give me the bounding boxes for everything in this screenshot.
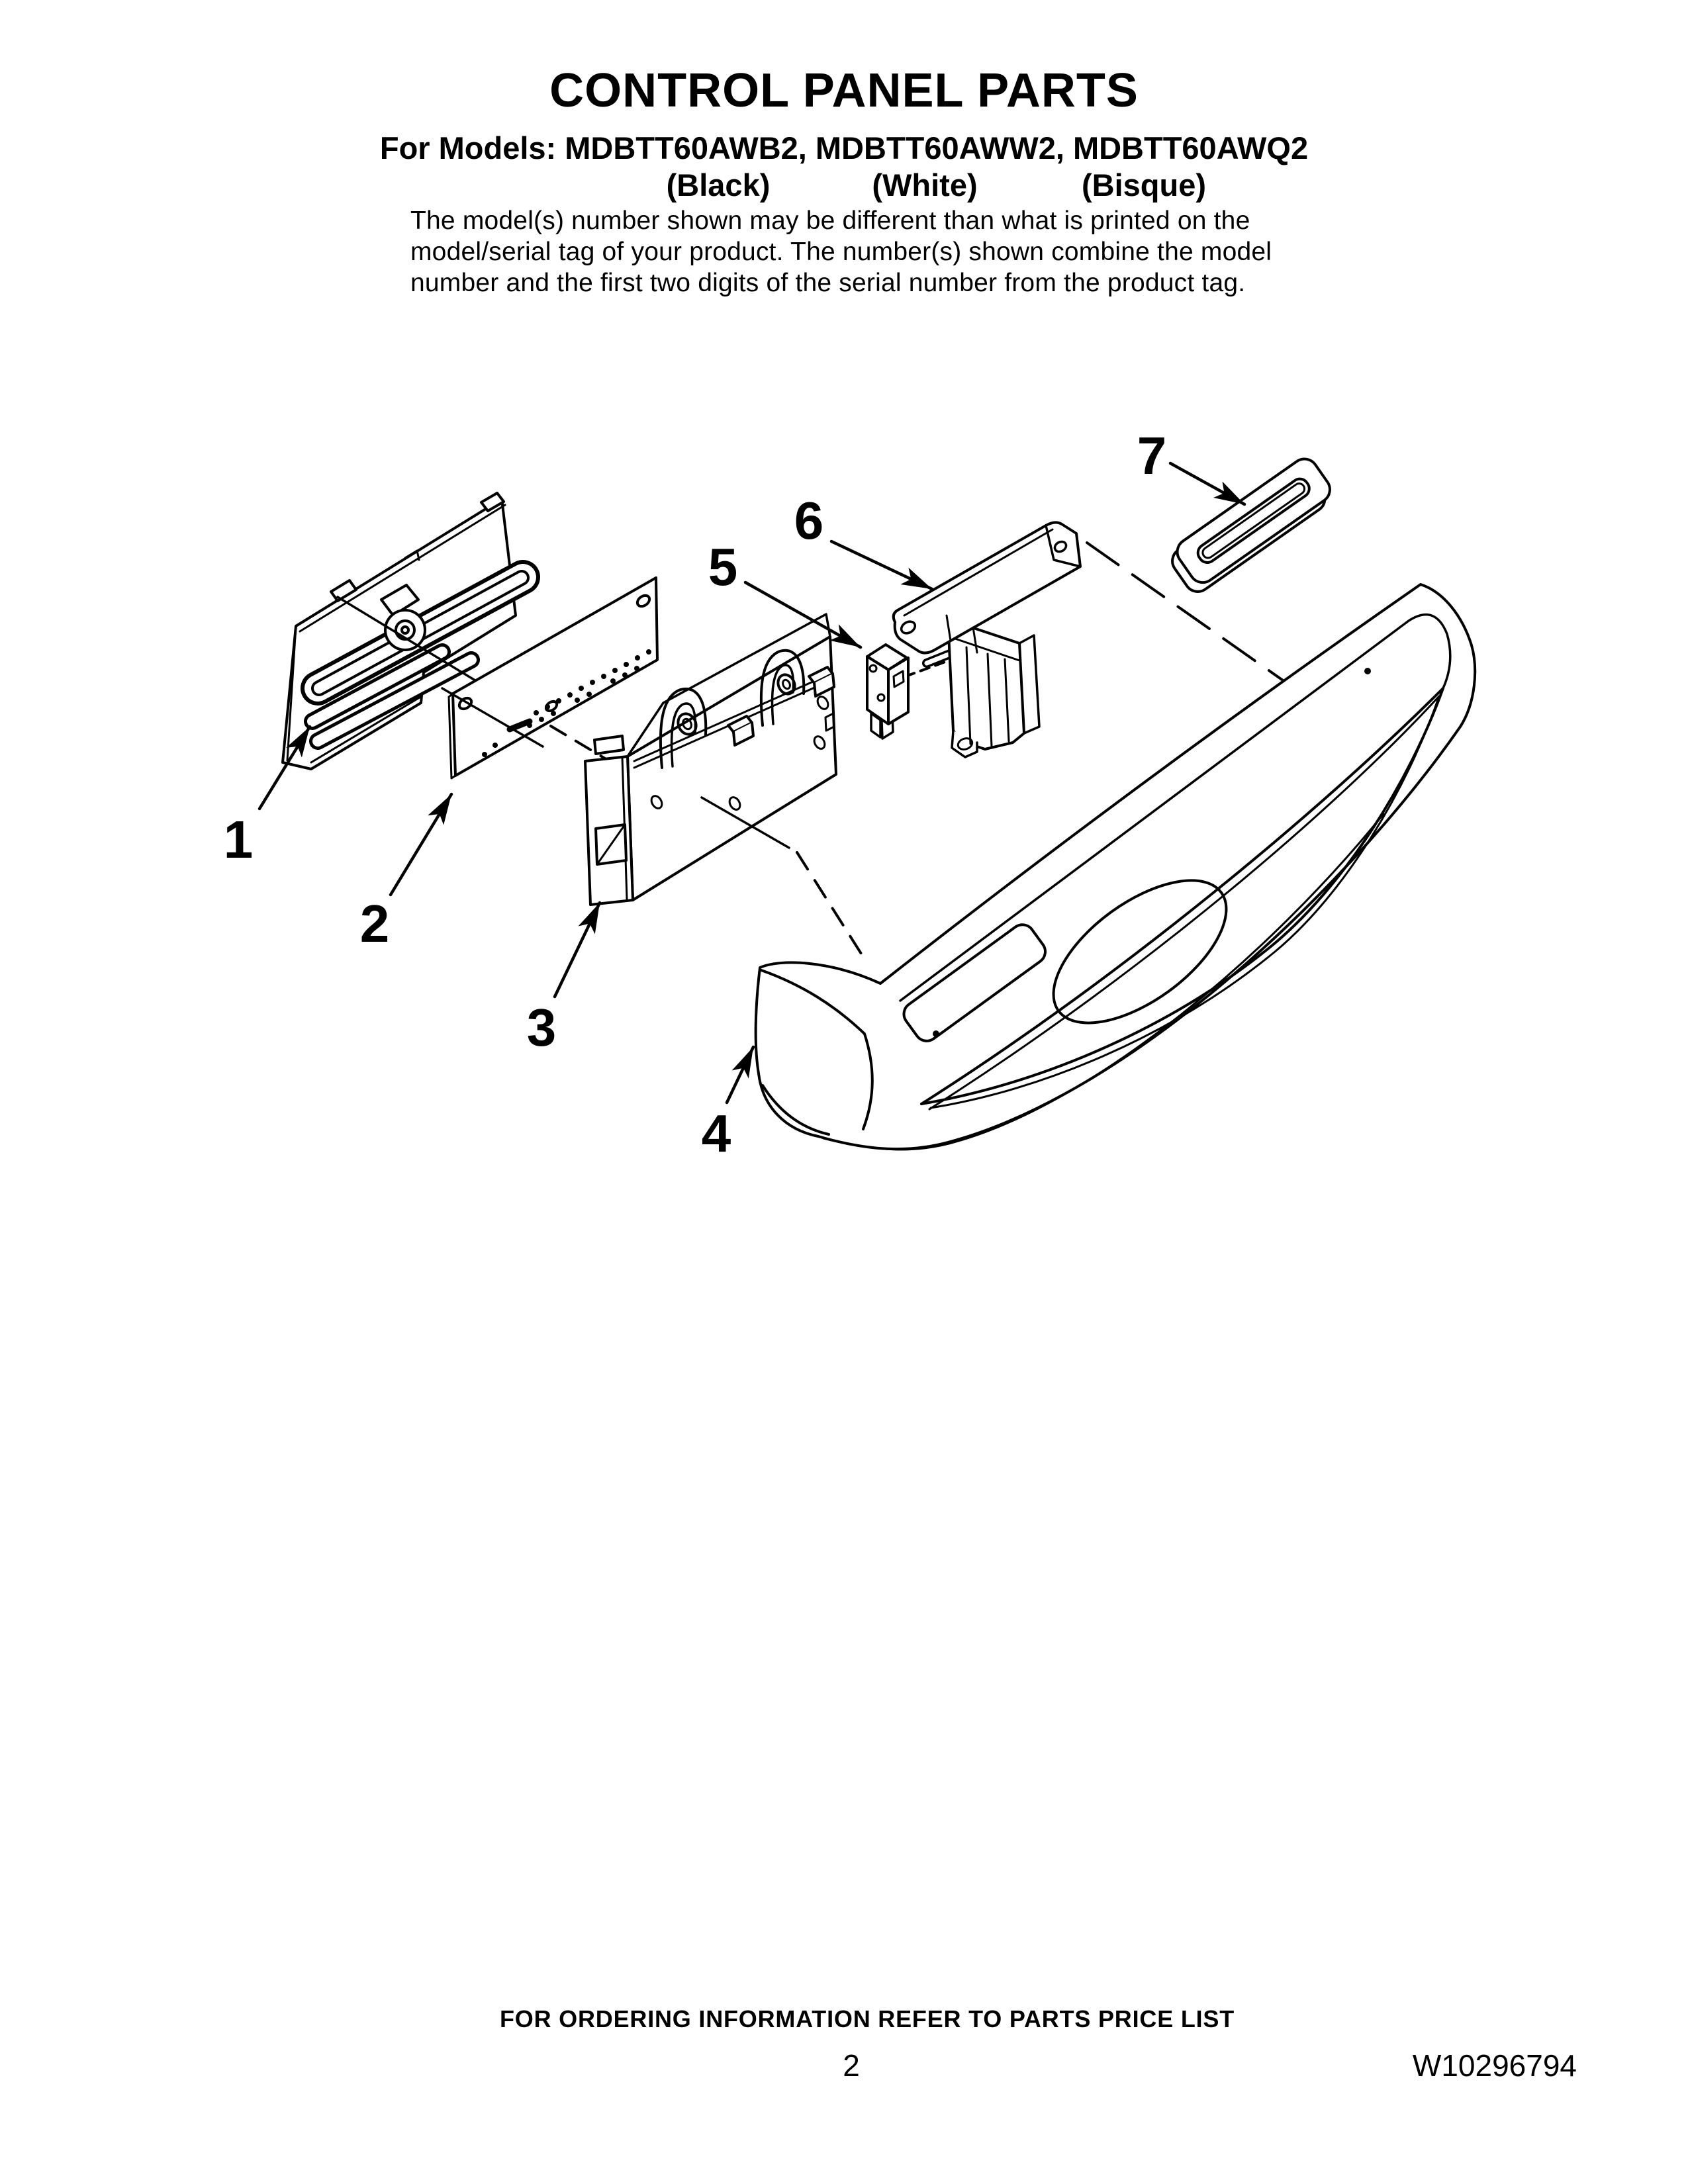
callout-6-number: 6 bbox=[794, 491, 824, 550]
model-note-line-1: The model(s) number shown may be different than what is printed on the bbox=[410, 206, 1250, 235]
model-note-line-3: number and the first two digits of the serial number from the product tag. bbox=[410, 269, 1246, 297]
callout-7 bbox=[1137, 426, 1244, 504]
model-note-line-2: model/serial tag of your product. The number(s) shown combine the model bbox=[410, 238, 1272, 266]
color-label-white: (White) bbox=[872, 167, 978, 203]
callout-5-number: 5 bbox=[708, 537, 738, 596]
callout-4-number: 4 bbox=[701, 1104, 731, 1163]
callout-3-number: 3 bbox=[526, 998, 557, 1057]
callout-3 bbox=[527, 903, 600, 1057]
document-number: W10296794 bbox=[1412, 2048, 1577, 2083]
callout-6 bbox=[794, 491, 932, 589]
color-label-black: (Black) bbox=[666, 167, 771, 203]
callout-7-number: 7 bbox=[1137, 426, 1167, 485]
models-line: For Models: MDBTT60AWB2, MDBTT60AWW2, MDBTT60AWQ2 bbox=[379, 130, 1309, 165]
callout-5 bbox=[708, 537, 861, 647]
callout-2-number: 2 bbox=[359, 894, 390, 953]
callout-1-number: 1 bbox=[223, 810, 254, 869]
part-5-switch bbox=[867, 645, 908, 739]
callout-1 bbox=[224, 727, 310, 869]
callout-2 bbox=[360, 794, 451, 953]
page-number: 2 bbox=[843, 2048, 860, 2083]
ordering-note: FOR ORDERING INFORMATION REFER TO PARTS PRICE LIST bbox=[499, 2005, 1235, 2032]
page-title: CONTROL PANEL PARTS bbox=[549, 64, 1139, 117]
color-label-bisque: (Bisque) bbox=[1082, 167, 1206, 203]
part-6-latch-assembly bbox=[894, 522, 1080, 757]
callout-4 bbox=[702, 1047, 753, 1163]
part-4-control-panel bbox=[756, 584, 1476, 1150]
